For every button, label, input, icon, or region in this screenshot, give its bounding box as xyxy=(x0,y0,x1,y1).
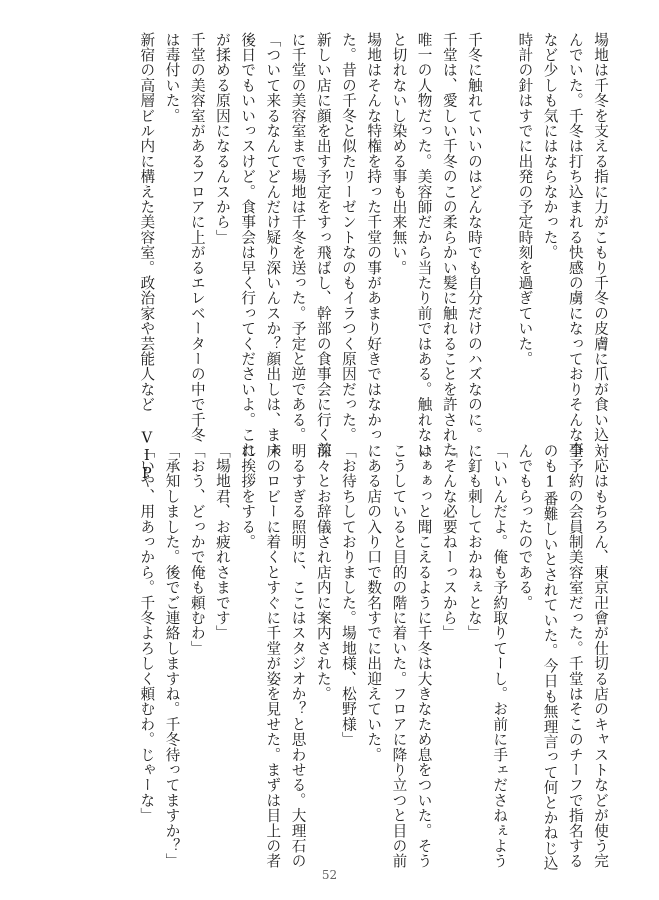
text-line: 「いいんだよ。俺も予約取りてーし。お前に手ェださねぇよう xyxy=(491,443,509,869)
text-line: 「承知しました。後でご連絡しますね。千冬待ってますか？」 xyxy=(163,443,181,869)
text-line: 「おう、どっかで俺も頼むわ」 xyxy=(188,443,206,656)
text-line: が揉める原因になるんスから」 xyxy=(213,32,231,245)
text-line: 新宿の高層ビル内に構えた美容室。政治家や芸能人など VIP xyxy=(138,32,156,483)
text-line: は毒付いた。 xyxy=(163,32,181,124)
text-line: 「お待ちしておりました。場地様、松野様」 xyxy=(339,443,357,747)
text-line: 「いや、用あっから。千冬よろしく頼むわ。じゃーな」 xyxy=(138,443,156,823)
text-line: など少しも気にはならなかった。 xyxy=(541,32,559,260)
text-line: にある店の入り口で数名すでに出迎えていた。 xyxy=(365,443,383,763)
text-line: 千冬に触れていいのはどんな時でも自分だけのハズなのに。 xyxy=(465,32,483,443)
text-line: 明るすぎる照明に、ここはスタジオか？と思わせる。大理石の xyxy=(289,443,307,869)
text-line: 「ついて来るなんてどんだけ疑り深いんスか？顔出しは、まぁ xyxy=(264,32,282,458)
text-line: 新しい店に顔を出す予定をすっ飛ばし、幹部の食事会に行く前 xyxy=(314,32,332,458)
text-line: に挨拶をする。 xyxy=(239,443,257,550)
text-line: 千堂は、愛しい千冬のこの柔らかい髪に触れることを許された xyxy=(440,32,458,458)
text-line: 唯一の人物だった。美容師だから当たり前ではある。触れない xyxy=(415,32,433,458)
text-line: 場地は千冬を支える指に力がこもり千冬の皮膚に爪が食い込 xyxy=(592,32,609,443)
text-line: 深々とお辞儀され店内に案内された。 xyxy=(314,443,332,702)
text-line: 全予約の会員制美容室だった。千堂はそこのチーフで指名する xyxy=(566,443,584,869)
text-line: と切れないし染める事も出来無い。 xyxy=(390,32,408,276)
page-number: 52 xyxy=(321,868,338,882)
lower-text-block xyxy=(46,443,613,871)
text-line: 時計の針はすでに出発の予定時刻を過ぎていた。 xyxy=(516,32,534,367)
upper-text-block xyxy=(46,32,613,483)
text-line: 「そんな必要ねーっスから」 xyxy=(440,443,458,641)
text-line: んでいた。千冬は打ち込まれる快感の虜になっておりそんな事 xyxy=(566,32,584,458)
text-line: のも1番難しいとされていた。今日も無理言って何とかねじ込 xyxy=(541,443,559,871)
text-line: 後日でもいいっスけど。食事会は早く行ってくださいよ。これ xyxy=(239,32,257,458)
text-line: 千堂の美容室があるフロアに上がるエレベーターの中で千冬 xyxy=(188,32,206,443)
text-line: 場地はそんな特権を持った千堂の事があまり好きではなかっ xyxy=(365,32,383,443)
text-line: こうしていると目的の階に着いた。フロアに降り立つと目の前 xyxy=(390,443,408,869)
text-line: 対応はもちろん、東京卍會が仕切る店のキャストなどが使う完 xyxy=(592,443,609,869)
text-line: た。昔の千冬と似たリーゼントなのもイラつく原因だった。 xyxy=(339,32,357,443)
text-line: 床のロビーに着くとすぐに千堂が姿を見せた。まずは目上の者 xyxy=(264,443,282,869)
text-line: んでもらったのである。 xyxy=(516,443,534,611)
text-line: はぁぁっと聞こえるように千冬は大きなため息をついた。そう xyxy=(415,443,433,869)
text-line: 「場地君、お疲れさまです」 xyxy=(213,443,231,641)
text-line: に釘も刺しておかねぇとな」 xyxy=(465,443,483,641)
text-line: に千堂の美容室まで場地は千冬を送った。予定と逆である。 xyxy=(289,32,307,443)
